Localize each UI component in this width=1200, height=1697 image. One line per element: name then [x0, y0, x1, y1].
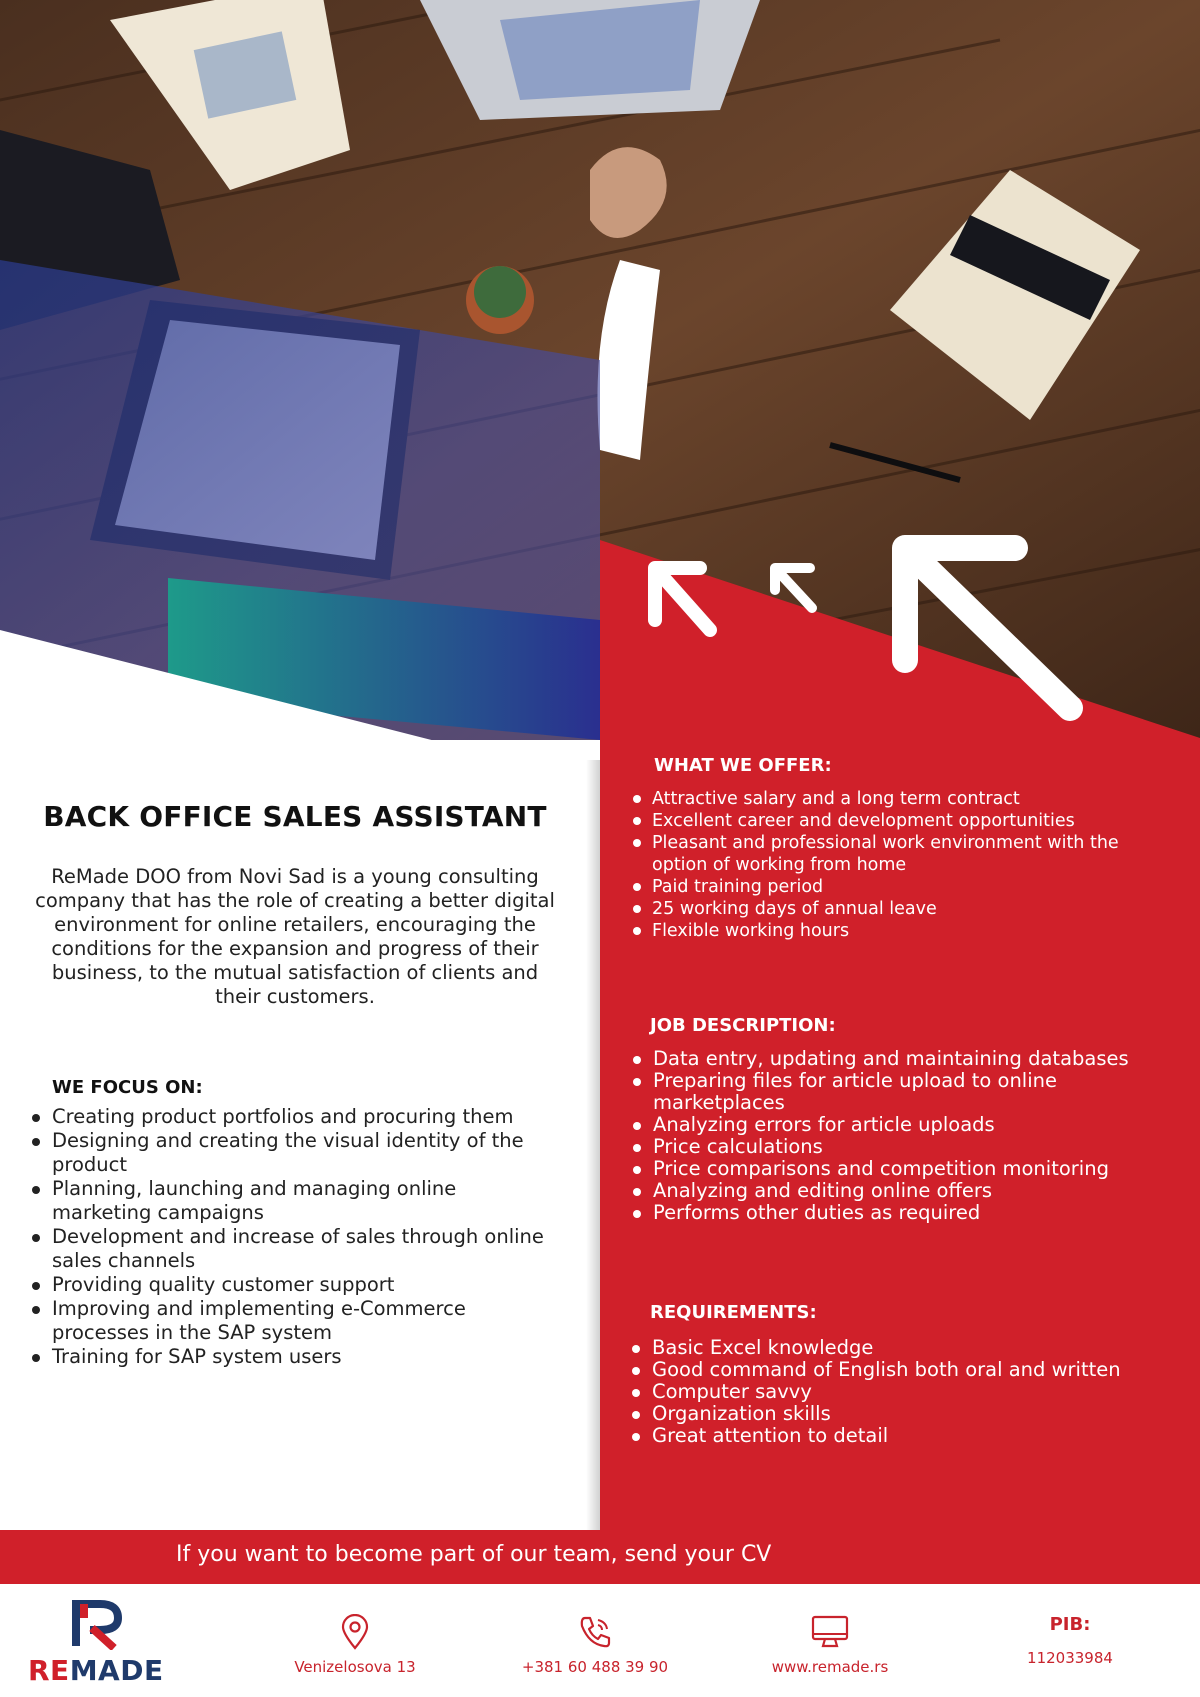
list-item: Analyzing errors for article uploads: [633, 1114, 1173, 1136]
panel-shadow: [586, 760, 600, 1530]
footer-phone[interactable]: +381 60 488 39 90: [520, 1614, 670, 1676]
list-item: Designing and creating the visual identity of the product: [32, 1129, 552, 1177]
list-item: Performs other duties as required: [633, 1202, 1173, 1224]
footer-website[interactable]: www.remade.rs: [760, 1614, 900, 1676]
logo-wordmark: REMADE: [28, 1654, 164, 1687]
list-item: Preparing files for article upload to online marketplaces: [633, 1070, 1173, 1114]
list-item: 25 working days of annual leave: [633, 898, 1173, 920]
job-title: BACK OFFICE SALES ASSISTANT: [43, 800, 547, 833]
cta-text: If you want to become part of our team, send your CV: [176, 1542, 772, 1567]
list-item: Good command of English both oral and written: [632, 1359, 1172, 1381]
phone-icon: [577, 1614, 613, 1650]
list-item: Paid training period: [633, 876, 1173, 898]
list-item: Providing quality customer support: [32, 1273, 552, 1297]
list-item: Training for SAP system users: [32, 1345, 552, 1369]
list-item: Computer savvy: [632, 1381, 1172, 1403]
list-item: Development and increase of sales through online sales channels: [32, 1225, 552, 1273]
list-item: Pleasant and professional work environment with the option of working from home: [633, 832, 1173, 876]
list-item: Creating product portfolios and procuring them: [32, 1105, 552, 1129]
list-item: Organization skills: [632, 1403, 1172, 1425]
list-item: Improving and implementing e-Commerce processes in the SAP system: [32, 1297, 552, 1345]
list-item: Data entry, updating and maintaining databases: [633, 1048, 1173, 1070]
remade-logo: [28, 1598, 168, 1688]
list-item: Planning, launching and managing online marketing campaigns: [32, 1177, 552, 1225]
offer-heading: WHAT WE OFFER:: [654, 755, 832, 776]
list-item: Excellent career and development opportunities: [633, 810, 1173, 832]
company-intro: ReMade DOO from Novi Sad is a young consulting company that has the role of creating a better digital environment for online retailers, encouraging the conditions for the expansion and progress of their business, to the mutual satisfaction of clients and their customers.: [35, 865, 555, 1008]
list-item: Flexible working hours: [633, 920, 1173, 942]
focus-list: [32, 1105, 552, 1369]
list-item: Basic Excel knowledge: [632, 1337, 1172, 1359]
focus-heading: WE FOCUS ON:: [52, 1077, 203, 1098]
logo-mark-icon: [70, 1598, 130, 1650]
monitor-icon: [810, 1614, 850, 1650]
footer-address: Venizelosova 13: [290, 1614, 420, 1676]
job-description-list: [633, 1048, 1173, 1224]
list-item: Analyzing and editing online offers: [633, 1180, 1173, 1202]
cta-banner: [0, 1530, 1200, 1584]
requirements-list: [632, 1337, 1172, 1447]
arrow-up-left-icon: [640, 530, 1100, 730]
footer: [0, 1584, 1200, 1697]
requirements-heading: REQUIREMENTS:: [650, 1302, 817, 1323]
location-pin-icon: [340, 1614, 370, 1650]
pib-value: 112033984: [1027, 1649, 1113, 1667]
footer-pib: [1010, 1614, 1130, 1667]
list-item: Price comparisons and competition monitoring: [633, 1158, 1173, 1180]
list-item: Attractive salary and a long term contract: [633, 788, 1173, 810]
list-item: Great attention to detail: [632, 1425, 1172, 1447]
pib-label: PIB:: [1049, 1614, 1091, 1635]
job-description-heading: JOB DESCRIPTION:: [650, 1015, 836, 1036]
offer-list: [633, 788, 1173, 942]
list-item: Price calculations: [633, 1136, 1173, 1158]
